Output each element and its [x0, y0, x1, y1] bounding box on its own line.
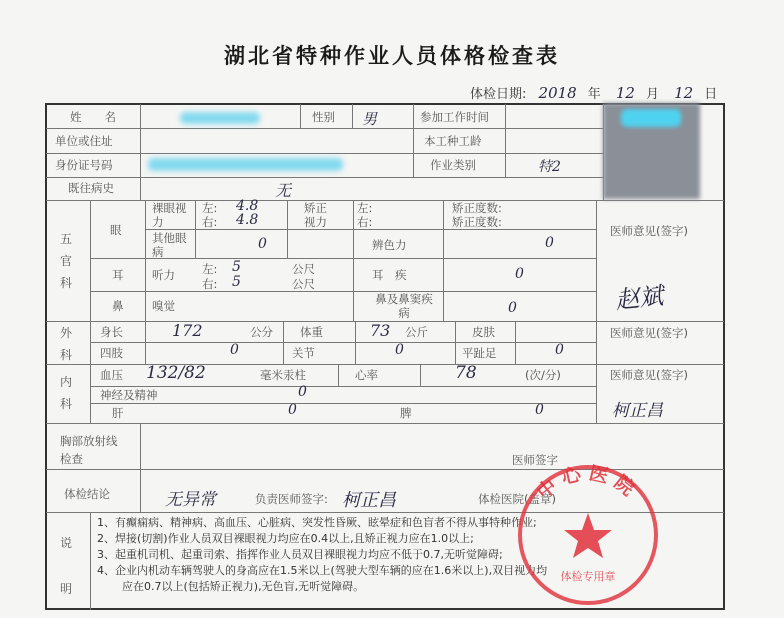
chief-doctor-signature: 柯正昌 [342, 490, 396, 511]
exam-date-day-unit: 日 [704, 87, 718, 102]
photo-area [603, 103, 700, 199]
stamp-text: 中心医院 [532, 462, 644, 505]
color-value: 0 [545, 235, 554, 251]
bp-label: 血压 [100, 368, 123, 382]
notes-label: 说明 [59, 536, 72, 596]
exam-date-year: 2018 [538, 84, 577, 102]
liver-value: 0 [288, 402, 297, 418]
spleen-label: 脾 [400, 406, 412, 420]
hearing-left-unit: 公尺 [292, 262, 315, 276]
corrected-right-label: 右: [357, 215, 373, 229]
note-1: 1、有癫痫病、精神病、高血压、心脏病、突发性昏厥、眩晕症和色盲者不得从事特种作业; [97, 516, 537, 529]
color-label: 辨色力 [372, 238, 407, 252]
corrected-left-label: 左: [357, 201, 373, 215]
nerve-value: 0 [298, 384, 307, 400]
nerve-label: 神经及精神 [100, 388, 158, 402]
hr-label: 心率 [355, 368, 378, 382]
surgery-section-label: 外科 [59, 326, 72, 362]
history-label: 既往病史 [68, 181, 114, 195]
work-start-label: 参加工作时间 [420, 110, 489, 124]
exam-date-label: 体检日期: [470, 87, 527, 102]
weight-unit: 公斤 [405, 325, 428, 339]
bp-value: 132/82 [146, 363, 206, 383]
nose-label: 鼻 [112, 299, 124, 313]
conclusion-value: 无异常 [165, 490, 216, 510]
note-5: 应在0.7以上(包括矫正视力),无色盲,无听觉障碍。 [122, 580, 365, 593]
stamp-inner-text: 体检专用章 [560, 570, 616, 583]
hearing-right-unit: 公尺 [292, 277, 315, 291]
joint-value: 0 [395, 342, 404, 358]
unit-label: 单位或住址 [55, 134, 113, 148]
ear-disease-label: 耳 疾 [372, 268, 407, 282]
flatfoot-value: 0 [555, 342, 564, 358]
note-4: 4、企业内机动车辆驾驶人的身高应在1.5米以上(驾驶大型车辆的应在1.6米以上),双目视力均 [97, 564, 548, 577]
naked-left-label: 左: [202, 201, 218, 215]
note-3: 3、起重机司机、起重司索、指挥作业人员双目裸眼视力均应不低于0.7,无听觉障碍; [97, 548, 503, 561]
exam-date-day: 12 [674, 84, 694, 102]
seniority-label: 本工种工龄 [424, 134, 482, 148]
internal-section-label: 内科 [59, 375, 72, 411]
chest-doctor-label: 医师签字 [512, 453, 558, 467]
exam-date [470, 83, 720, 102]
hr-unit: (次/分) [525, 368, 561, 382]
liver-label: 肝 [112, 406, 124, 420]
naked-right-label: 右: [202, 215, 218, 229]
name-label: 姓 名 [70, 110, 116, 124]
naked-right-value: 4.8 [236, 212, 259, 228]
nasal-value: 0 [508, 300, 517, 316]
hospital-stamp [508, 455, 668, 615]
correction-degree-left-label: 矫正度数: [452, 201, 502, 215]
internal-doctor-label: 医师意见(签字) [610, 368, 688, 382]
weight-value: 73 [370, 321, 391, 340]
spleen-value: 0 [535, 402, 544, 418]
joint-label: 关节 [292, 346, 315, 360]
surgery-doctor-label: 医师意见(签字) [610, 326, 688, 340]
exam-date-month-unit: 月 [645, 87, 659, 102]
hearing-right-label: 右: [202, 277, 218, 291]
other-eye-label: 其他眼病 [152, 231, 187, 259]
exam-date-month: 12 [615, 84, 635, 102]
redacted-id [148, 158, 343, 171]
chief-doctor-label: 负责医师签字: [255, 492, 328, 506]
height-value: 172 [172, 321, 203, 340]
flatfoot-label: 平趾足 [462, 346, 497, 360]
ear-label: 耳 [112, 268, 124, 282]
redacted-name [180, 112, 260, 124]
correction-degree-right-label: 矫正度数: [452, 215, 502, 229]
facial-doctor-signature: 赵斌 [613, 281, 665, 315]
hearing-right-value: 5 [232, 274, 241, 290]
hearing-label: 听力 [152, 268, 175, 282]
job-type-label: 作业类别 [430, 158, 476, 172]
hr-value: 78 [455, 363, 477, 383]
job-type-value: 特2 [538, 159, 561, 175]
gender-label: 性别 [312, 110, 335, 124]
height-label: 身长 [100, 325, 123, 339]
limbs-value: 0 [230, 342, 239, 358]
facial-section-label: 五官科 [59, 232, 72, 290]
gender-value: 男 [362, 110, 378, 128]
naked-vision-label: 裸眼视力 [152, 201, 187, 229]
weight-label: 体重 [300, 325, 323, 339]
exam-date-year-unit: 年 [587, 87, 601, 102]
chest-label: 胸部放射线检查 [60, 434, 118, 466]
hearing-left-value: 5 [232, 259, 241, 275]
conclusion-label: 体检结论 [64, 487, 110, 501]
note-2: 2、焊接(切割)作业人员双目裸眼视力均应在0.4以上,且矫正视力应在1.0以上; [97, 532, 474, 545]
naked-left-value: 4.8 [236, 198, 259, 214]
nasal-label: 鼻及鼻窦疾 病 [375, 292, 445, 320]
other-eye-value: 0 [258, 236, 267, 252]
height-unit: 公分 [250, 325, 273, 339]
eye-label: 眼 [110, 223, 122, 237]
bp-unit: 毫米汞柱 [260, 368, 306, 382]
skin-label: 皮肤 [472, 325, 495, 339]
smell-label: 嗅觉 [152, 299, 175, 313]
limbs-label: 四肢 [100, 346, 123, 360]
hearing-left-label: 左: [202, 262, 218, 276]
history-value: 无 [275, 181, 292, 200]
form-title: 湖北省特种作业人员体格检查表 [224, 43, 560, 68]
corrected-vision-label: 矫正视力 [304, 201, 327, 229]
ear-disease-value: 0 [515, 266, 524, 282]
internal-doctor-signature: 柯正昌 [612, 401, 663, 421]
hospital-label: 体检医院(盖章) [478, 492, 556, 506]
id-label: 身份证号码 [55, 158, 113, 172]
facial-doctor-label: 医师意见(签字) [610, 224, 688, 238]
